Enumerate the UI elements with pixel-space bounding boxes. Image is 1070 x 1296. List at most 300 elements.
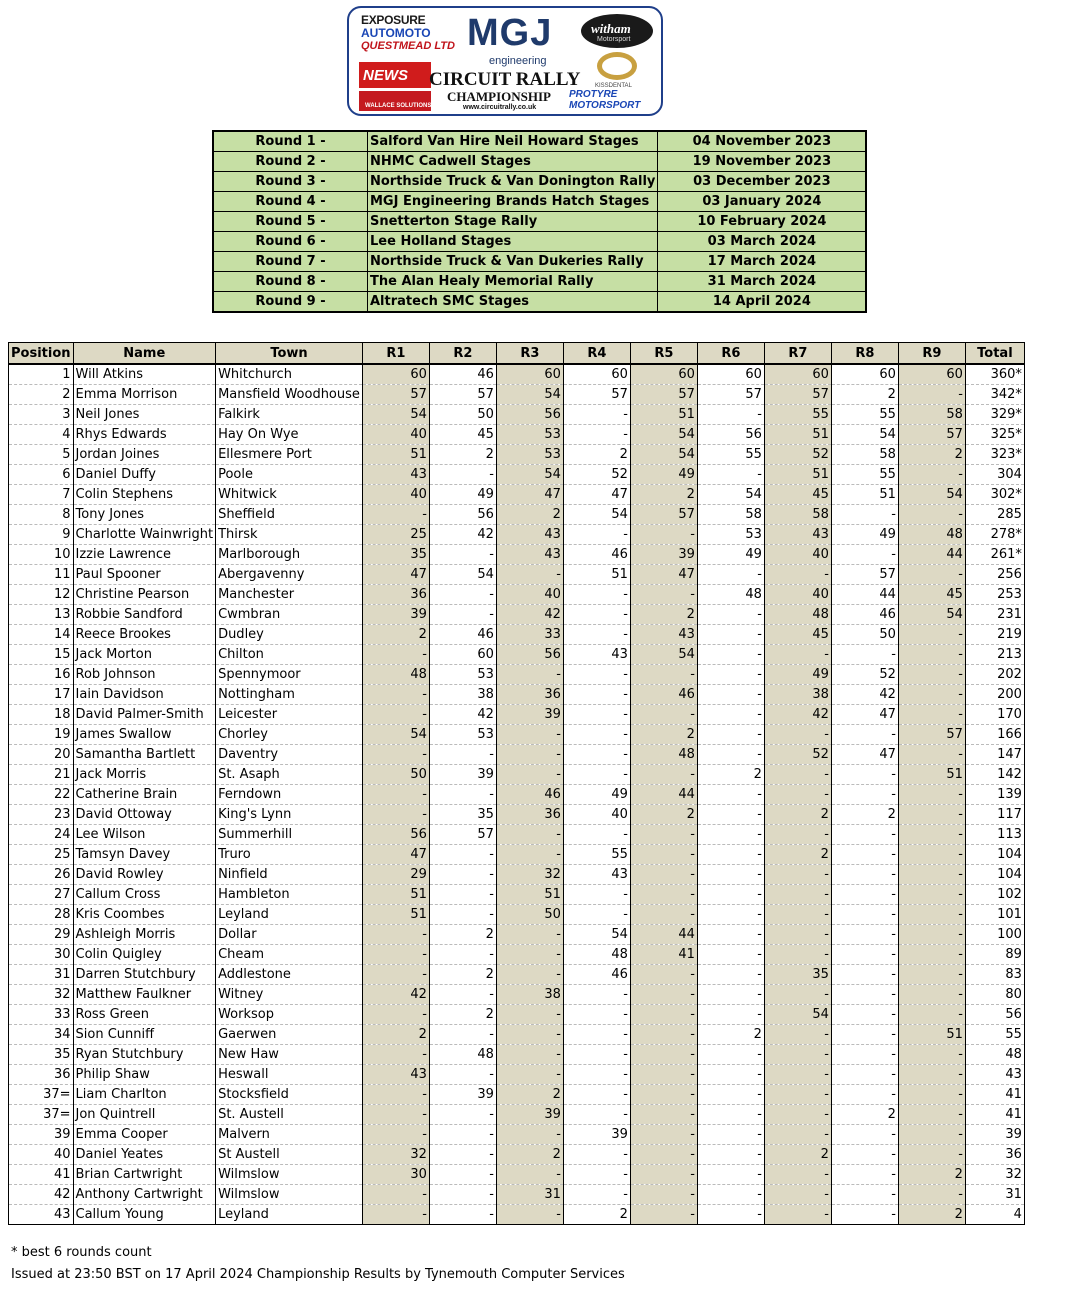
round-2-points-cell: - (429, 1065, 496, 1085)
name-cell: Emma Morrison (73, 385, 216, 405)
round-event: MGJ Engineering Brands Hatch Stages (368, 192, 658, 212)
round-6-points-cell: - (697, 825, 764, 845)
round-4-points-cell: - (563, 905, 630, 925)
round-4-points-cell: - (563, 1145, 630, 1165)
round-8-points-cell: 49 (831, 525, 898, 545)
round-1-points-cell: 29 (362, 865, 429, 885)
round-2-points-cell: 56 (429, 505, 496, 525)
round-7-points-cell: - (764, 1185, 831, 1205)
town-cell: Sheffield (216, 505, 363, 525)
name-cell: David Ottoway (73, 805, 216, 825)
table-row (9, 545, 1025, 565)
round-date: 03 January 2024 (658, 192, 867, 212)
total-cell: 32 (965, 1165, 1024, 1185)
table-row (9, 1185, 1025, 1205)
round-date: 04 November 2023 (658, 131, 867, 152)
round-1-points-cell: 51 (362, 885, 429, 905)
round-event: NHMC Cadwell Stages (368, 152, 658, 172)
round-9-points-cell: - (898, 745, 965, 765)
name-cell: Kris Coombes (73, 905, 216, 925)
round-8-points-cell: 2 (831, 385, 898, 405)
table-row (9, 1085, 1025, 1105)
round-2-points-cell: 39 (429, 765, 496, 785)
round-2-points-cell: 48 (429, 1045, 496, 1065)
position-cell: 20 (9, 745, 74, 765)
position-cell: 32 (9, 985, 74, 1005)
round-row (213, 192, 866, 212)
round-9-points-cell: 2 (898, 1205, 965, 1225)
round-8-points-cell: 60 (831, 364, 898, 385)
town-cell: Hay On Wye (216, 425, 363, 445)
table-row (9, 385, 1025, 405)
championship-title: CHAMPIONSHIP (447, 89, 551, 104)
total-cell: 113 (965, 825, 1024, 845)
table-row (9, 885, 1025, 905)
round-5-points-cell: - (630, 1045, 697, 1065)
round-1-points-cell: 36 (362, 585, 429, 605)
round-6-points-cell: 56 (697, 425, 764, 445)
round-8-points-cell: - (831, 885, 898, 905)
round-8-points-cell: 42 (831, 685, 898, 705)
table-row (9, 425, 1025, 445)
round-7-points-cell: - (764, 1025, 831, 1045)
round-2-points-cell: - (429, 1025, 496, 1045)
round-9-points-cell: - (898, 1105, 965, 1125)
position-cell: 1 (9, 364, 74, 385)
round-label: Round 8 - (213, 272, 368, 292)
round-5-points-cell: - (630, 1025, 697, 1045)
round-8-points-cell: 58 (831, 445, 898, 465)
name-cell: Darren Stutchbury (73, 965, 216, 985)
name-cell: Callum Young (73, 1205, 216, 1225)
table-row (9, 625, 1025, 645)
town-cell: Summerhill (216, 825, 363, 845)
round-8-points-cell: - (831, 645, 898, 665)
total-cell: 43 (965, 1065, 1024, 1085)
round-label: Round 9 - (213, 292, 368, 313)
round-1-points-cell: - (362, 1085, 429, 1105)
round-8-points-cell: - (831, 1145, 898, 1165)
round-2-points-cell: 50 (429, 405, 496, 425)
round-4-points-cell: - (563, 1025, 630, 1045)
round-4-points-cell: 49 (563, 785, 630, 805)
round-2-points-cell: 42 (429, 705, 496, 725)
table-row (9, 1165, 1025, 1185)
round-5-points-cell: 2 (630, 605, 697, 625)
round-9-points-cell: - (898, 925, 965, 945)
round-6-points-cell: - (697, 645, 764, 665)
round-event: Lee Holland Stages (368, 232, 658, 252)
round-1-points-cell: 40 (362, 485, 429, 505)
round-9-points-cell: 2 (898, 1165, 965, 1185)
position-cell: 35 (9, 1045, 74, 1065)
round-2-points-cell: 2 (429, 965, 496, 985)
name-cell: Izzie Lawrence (73, 545, 216, 565)
round-2-points-cell: 60 (429, 645, 496, 665)
round-5-points-cell: - (630, 1205, 697, 1225)
name-cell: Neil Jones (73, 405, 216, 425)
round-5-points-cell: - (630, 885, 697, 905)
table-row (9, 805, 1025, 825)
round-3-points-cell: - (496, 765, 563, 785)
round-9-points-cell: - (898, 785, 965, 805)
round-date: 17 March 2024 (658, 252, 867, 272)
round-9-points-cell: 57 (898, 725, 965, 745)
round-8-points-cell: - (831, 785, 898, 805)
round-3-points-cell: - (496, 1045, 563, 1065)
round-6-points-cell: - (697, 1085, 764, 1105)
total-cell: 83 (965, 965, 1024, 985)
round-8-points-cell: - (831, 845, 898, 865)
round-4-points-cell: - (563, 705, 630, 725)
table-row (9, 865, 1025, 885)
round-8-points-cell: - (831, 905, 898, 925)
total-cell: 80 (965, 985, 1024, 1005)
town-cell: Nottingham (216, 685, 363, 705)
round-5-points-cell: - (630, 1185, 697, 1205)
round-7-points-cell: 51 (764, 425, 831, 445)
total-cell: 213 (965, 645, 1024, 665)
round-7-points-cell: - (764, 725, 831, 745)
round-4-points-cell: 40 (563, 805, 630, 825)
name-cell: Iain Davidson (73, 685, 216, 705)
position-cell: 17 (9, 685, 74, 705)
round-4-points-cell: 43 (563, 865, 630, 885)
town-cell: St. Asaph (216, 765, 363, 785)
round-5-points-cell: - (630, 865, 697, 885)
town-cell: Gaerwen (216, 1025, 363, 1045)
table-row (9, 965, 1025, 985)
town-cell: Thirsk (216, 525, 363, 545)
round-6-points-cell: - (697, 1185, 764, 1205)
round-6-points-cell: - (697, 845, 764, 865)
round-8-points-cell: 51 (831, 485, 898, 505)
position-cell: 36 (9, 1065, 74, 1085)
round-label: Round 3 - (213, 172, 368, 192)
total-cell: 231 (965, 605, 1024, 625)
position-cell: 31 (9, 965, 74, 985)
position-cell: 27 (9, 885, 74, 905)
round-6-points-cell: - (697, 405, 764, 425)
total-cell: 325* (965, 425, 1024, 445)
round-9-points-cell: 44 (898, 545, 965, 565)
round-6-points-cell: - (697, 905, 764, 925)
round-3-points-cell: 53 (496, 425, 563, 445)
round-4-points-cell: - (563, 1165, 630, 1185)
round-5-points-cell: 54 (630, 425, 697, 445)
round-9-points-cell: - (898, 665, 965, 685)
town-cell: Chilton (216, 645, 363, 665)
round-2-points-cell: - (429, 1185, 496, 1205)
table-row (9, 1025, 1025, 1045)
round-9-points-cell: - (898, 1185, 965, 1205)
round-row (213, 131, 866, 152)
name-cell: Ashleigh Morris (73, 925, 216, 945)
round-3-points-cell: 54 (496, 385, 563, 405)
town-cell: Stocksfield (216, 1085, 363, 1105)
exposure-sponsor-logo: EXPOSURE (361, 13, 426, 27)
round-8-points-cell: 54 (831, 425, 898, 445)
position-cell: 8 (9, 505, 74, 525)
round-9-points-cell: - (898, 1085, 965, 1105)
round-1-points-cell: - (362, 685, 429, 705)
round-7-points-cell: - (764, 945, 831, 965)
round-1-points-cell: - (362, 1105, 429, 1125)
round-2-points-cell: 53 (429, 725, 496, 745)
round-5-points-cell: 43 (630, 625, 697, 645)
round-5-points-cell: - (630, 585, 697, 605)
town-cell: Mansfield Woodhouse (216, 385, 363, 405)
total-cell: 104 (965, 865, 1024, 885)
position-cell: 2 (9, 385, 74, 405)
table-row (9, 665, 1025, 685)
round-6-points-cell: - (697, 945, 764, 965)
round-9-points-cell: - (898, 1045, 965, 1065)
round-1-points-cell: 43 (362, 1065, 429, 1085)
witham-logo-sub: Motorsport (597, 36, 631, 43)
round-3-points-cell: - (496, 1065, 563, 1085)
total-cell: 48 (965, 1045, 1024, 1065)
name-cell: Brian Cartwright (73, 1165, 216, 1185)
round-1-points-cell: 2 (362, 625, 429, 645)
round-5-points-cell: - (630, 1005, 697, 1025)
round-3-points-cell: - (496, 1205, 563, 1225)
name-cell: David Rowley (73, 865, 216, 885)
round-4-points-cell: 60 (563, 364, 630, 385)
round-7-points-cell: - (764, 565, 831, 585)
round-1-points-cell: 60 (362, 364, 429, 385)
round-1-points-cell: 56 (362, 825, 429, 845)
round-3-points-cell: - (496, 565, 563, 585)
round-7-points-cell: - (764, 905, 831, 925)
total-cell: 302* (965, 485, 1024, 505)
witham-logo: witham (591, 21, 631, 36)
town-cell: Heswall (216, 1065, 363, 1085)
name-cell: Colin Stephens (73, 485, 216, 505)
round-6-points-cell: - (697, 1125, 764, 1145)
kissdental-logo-icon (597, 52, 637, 80)
round-label: Round 4 - (213, 192, 368, 212)
round-7-points-cell: - (764, 785, 831, 805)
round-5-points-cell: 2 (630, 725, 697, 745)
round-6-points-cell: - (697, 1045, 764, 1065)
round-1-points-cell: 35 (362, 545, 429, 565)
name-cell: Catherine Brain (73, 785, 216, 805)
town-cell: Witney (216, 985, 363, 1005)
round-9-points-cell: 2 (898, 445, 965, 465)
position-cell: 39 (9, 1125, 74, 1145)
town-cell: Leicester (216, 705, 363, 725)
round-8-points-cell: - (831, 1065, 898, 1085)
round-3-points-cell: 51 (496, 885, 563, 905)
round-2-points-cell: - (429, 605, 496, 625)
header-r4: R4 (563, 343, 630, 365)
round-7-points-cell: 54 (764, 1005, 831, 1025)
round-6-points-cell: - (697, 605, 764, 625)
questmead-sponsor-logo: QUESTMEAD LTD (361, 40, 455, 52)
round-6-points-cell: 58 (697, 505, 764, 525)
round-2-points-cell: - (429, 585, 496, 605)
table-row (9, 485, 1025, 505)
total-cell: 117 (965, 805, 1024, 825)
town-cell: King's Lynn (216, 805, 363, 825)
round-6-points-cell: 60 (697, 364, 764, 385)
round-7-points-cell: 43 (764, 525, 831, 545)
name-cell: Tamsyn Davey (73, 845, 216, 865)
round-8-points-cell: 47 (831, 705, 898, 725)
round-7-points-cell: 42 (764, 705, 831, 725)
position-cell: 16 (9, 665, 74, 685)
round-3-points-cell: 42 (496, 605, 563, 625)
protyre-logo: PROTYRE (569, 89, 618, 100)
table-row (9, 705, 1025, 725)
round-3-points-cell: 50 (496, 905, 563, 925)
website-url: www.circuitrally.co.uk (463, 104, 537, 111)
round-6-points-cell: - (697, 665, 764, 685)
town-cell: St. Austell (216, 1105, 363, 1125)
round-1-points-cell: - (362, 745, 429, 765)
name-cell: Jon Quintrell (73, 1105, 216, 1125)
round-2-points-cell: - (429, 1125, 496, 1145)
header-total: Total (965, 343, 1024, 365)
round-1-points-cell: 40 (362, 425, 429, 445)
round-8-points-cell: - (831, 1045, 898, 1065)
round-9-points-cell: - (898, 1145, 965, 1165)
round-3-points-cell: - (496, 1005, 563, 1025)
position-cell: 43 (9, 1205, 74, 1225)
round-5-points-cell: 48 (630, 745, 697, 765)
town-cell: Whitchurch (216, 364, 363, 385)
round-2-points-cell: - (429, 985, 496, 1005)
round-7-points-cell: - (764, 645, 831, 665)
round-9-points-cell: - (898, 565, 965, 585)
round-5-points-cell: 2 (630, 805, 697, 825)
round-label: Round 7 - (213, 252, 368, 272)
round-row (213, 252, 866, 272)
round-2-points-cell: - (429, 865, 496, 885)
position-cell: 13 (9, 605, 74, 625)
round-4-points-cell: - (563, 585, 630, 605)
round-3-points-cell: 39 (496, 705, 563, 725)
name-cell: Reece Brookes (73, 625, 216, 645)
round-3-points-cell: - (496, 745, 563, 765)
table-row (9, 1145, 1025, 1165)
town-cell: Worksop (216, 1005, 363, 1025)
round-9-points-cell: - (898, 865, 965, 885)
round-5-points-cell: - (630, 985, 697, 1005)
name-cell: Lee Wilson (73, 825, 216, 845)
round-7-points-cell: 2 (764, 1145, 831, 1165)
round-8-points-cell: - (831, 865, 898, 885)
header-town: Town (216, 343, 363, 365)
position-cell: 10 (9, 545, 74, 565)
name-cell: Sion Cunniff (73, 1025, 216, 1045)
name-cell: James Swallow (73, 725, 216, 745)
round-1-points-cell: - (362, 1005, 429, 1025)
mgj-logo: MGJ (467, 12, 553, 54)
round-7-points-cell: 45 (764, 485, 831, 505)
round-7-points-cell: - (764, 825, 831, 845)
table-row (9, 945, 1025, 965)
round-8-points-cell: - (831, 925, 898, 945)
round-9-points-cell: - (898, 505, 965, 525)
round-1-points-cell: - (362, 1185, 429, 1205)
round-8-points-cell: - (831, 965, 898, 985)
round-4-points-cell: - (563, 625, 630, 645)
round-5-points-cell: 49 (630, 465, 697, 485)
round-1-points-cell: - (362, 1205, 429, 1225)
position-cell: 29 (9, 925, 74, 945)
round-2-points-cell: - (429, 945, 496, 965)
header-position: Position (9, 343, 74, 365)
name-cell: Daniel Yeates (73, 1145, 216, 1165)
total-cell: 278* (965, 525, 1024, 545)
total-cell: 323* (965, 445, 1024, 465)
round-7-points-cell: 2 (764, 845, 831, 865)
round-3-points-cell: - (496, 825, 563, 845)
table-row (9, 685, 1025, 705)
round-1-points-cell: 54 (362, 405, 429, 425)
round-6-points-cell: - (697, 1005, 764, 1025)
name-cell: Robbie Sandford (73, 605, 216, 625)
round-4-points-cell: 54 (563, 925, 630, 945)
round-3-points-cell: 46 (496, 785, 563, 805)
position-cell: 14 (9, 625, 74, 645)
round-3-points-cell: 56 (496, 405, 563, 425)
town-cell: St Austell (216, 1145, 363, 1165)
position-cell: 7 (9, 485, 74, 505)
round-3-points-cell: 47 (496, 485, 563, 505)
round-7-points-cell: - (764, 1205, 831, 1225)
round-4-points-cell: - (563, 665, 630, 685)
round-4-points-cell: 48 (563, 945, 630, 965)
table-row (9, 645, 1025, 665)
total-cell: 142 (965, 765, 1024, 785)
round-6-points-cell: - (697, 685, 764, 705)
name-cell: Rob Johnson (73, 665, 216, 685)
round-row (213, 172, 866, 192)
town-cell: Chorley (216, 725, 363, 745)
round-9-points-cell: 54 (898, 605, 965, 625)
motorsport-news-logo: NEWS (363, 67, 408, 84)
total-cell: 170 (965, 705, 1024, 725)
round-6-points-cell: - (697, 985, 764, 1005)
round-4-points-cell: - (563, 725, 630, 745)
table-row (9, 445, 1025, 465)
round-label: Round 1 - (213, 131, 368, 152)
town-cell: Leyland (216, 1205, 363, 1225)
round-6-points-cell: - (697, 1165, 764, 1185)
round-5-points-cell: - (630, 1145, 697, 1165)
round-event: Altratech SMC Stages (368, 292, 658, 313)
position-cell: 15 (9, 645, 74, 665)
town-cell: Manchester (216, 585, 363, 605)
table-row (9, 1125, 1025, 1145)
protyre-motorsport-logo: MOTORSPORT (569, 100, 641, 111)
round-8-points-cell: - (831, 545, 898, 565)
round-3-points-cell: 38 (496, 985, 563, 1005)
round-6-points-cell: - (697, 1065, 764, 1085)
total-cell: 104 (965, 845, 1024, 865)
town-cell: Cwmbran (216, 605, 363, 625)
total-cell: 100 (965, 925, 1024, 945)
round-5-points-cell: 57 (630, 385, 697, 405)
round-3-points-cell: - (496, 925, 563, 945)
round-7-points-cell: - (764, 1165, 831, 1185)
name-cell: Philip Shaw (73, 1065, 216, 1085)
round-5-points-cell: 44 (630, 785, 697, 805)
town-cell: Daventry (216, 745, 363, 765)
